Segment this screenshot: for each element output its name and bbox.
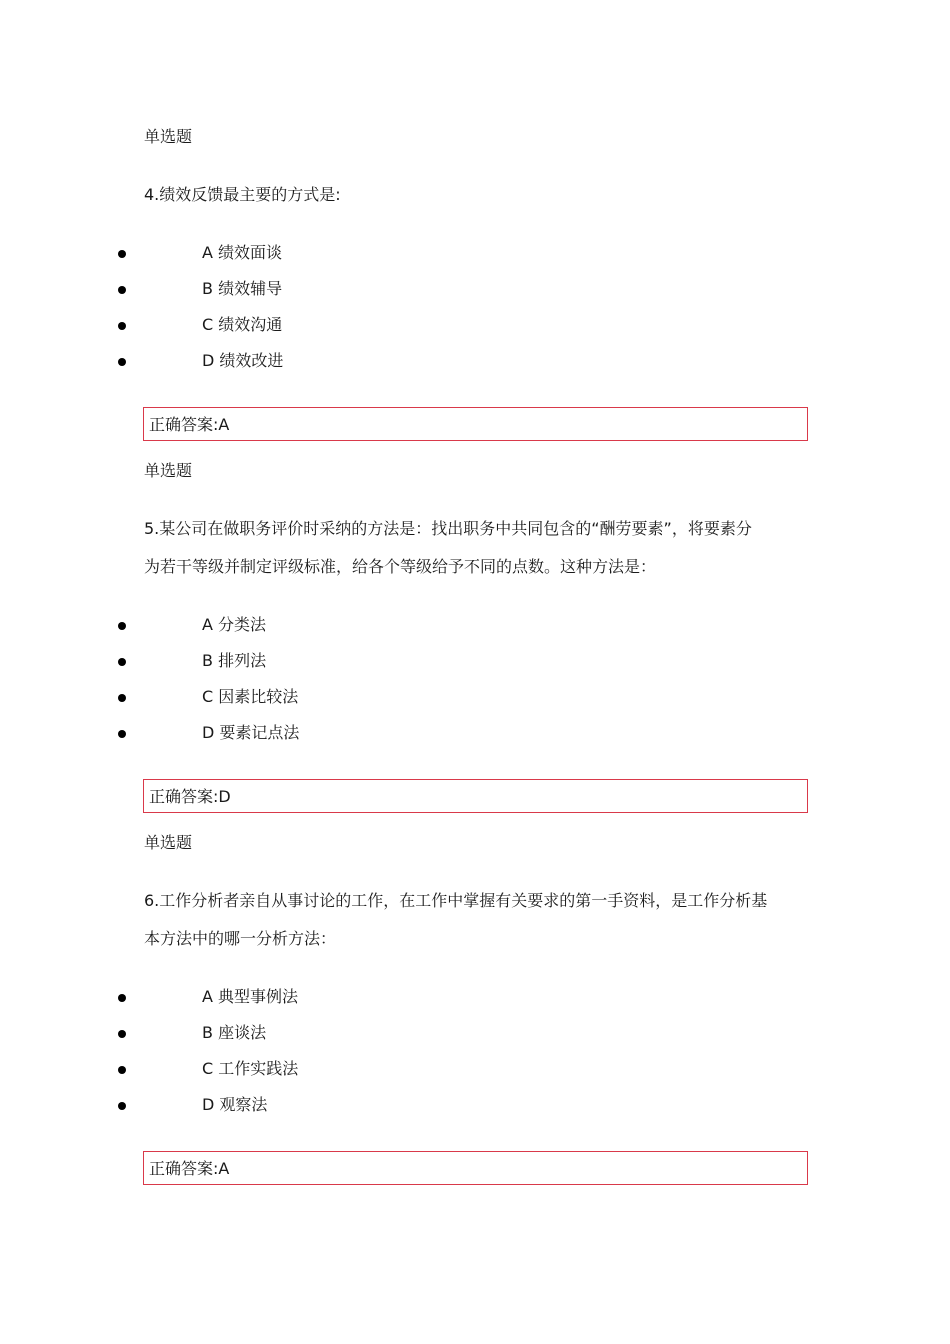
question-type-label: 单选题 bbox=[144, 833, 193, 852]
option-a[interactable]: A 分类法 bbox=[202, 615, 267, 634]
question-type-label: 单选题 bbox=[144, 461, 193, 480]
question-text-line-1: 5.某公司在做职务评价时采纳的方法是：找出职务中共同包含的“酬劳要素”，将要素分 bbox=[144, 519, 752, 538]
option-c[interactable]: C 因素比较法 bbox=[202, 687, 299, 706]
bullet-icon bbox=[118, 286, 126, 294]
option-b[interactable]: B 绩效辅导 bbox=[202, 279, 283, 298]
bullet-icon bbox=[118, 730, 126, 738]
bullet-icon bbox=[118, 658, 126, 666]
option-a[interactable]: A 绩效面谈 bbox=[202, 243, 283, 262]
option-b[interactable]: B 座谈法 bbox=[202, 1023, 267, 1042]
correct-answer-box bbox=[143, 1151, 808, 1185]
question-text-line-2: 为若干等级并制定评级标准，给各个等级给予不同的点数。这种方法是： bbox=[144, 557, 657, 576]
option-d[interactable]: D 观察法 bbox=[202, 1095, 268, 1114]
bullet-icon bbox=[118, 322, 126, 330]
option-b[interactable]: B 排列法 bbox=[202, 651, 267, 670]
bullet-icon bbox=[118, 250, 126, 258]
bullet-icon bbox=[118, 1102, 126, 1110]
correct-answer-text: 正确答案:A bbox=[149, 415, 230, 434]
option-c[interactable]: C 绩效沟通 bbox=[202, 315, 283, 334]
bullet-icon bbox=[118, 694, 126, 702]
bullet-icon bbox=[118, 358, 126, 366]
bullet-icon bbox=[118, 622, 126, 630]
option-d[interactable]: D 绩效改进 bbox=[202, 351, 284, 370]
correct-answer-text: 正确答案:D bbox=[149, 787, 231, 806]
correct-answer-box bbox=[143, 779, 808, 813]
question-text: 4.绩效反馈最主要的方式是: bbox=[144, 185, 341, 204]
correct-answer-text: 正确答案:A bbox=[149, 1159, 230, 1178]
option-d[interactable]: D 要素记点法 bbox=[202, 723, 300, 742]
option-c[interactable]: C 工作实践法 bbox=[202, 1059, 299, 1078]
question-text-line-2: 本方法中的哪一分析方法： bbox=[144, 929, 337, 948]
bullet-icon bbox=[118, 1030, 126, 1038]
bullet-icon bbox=[118, 994, 126, 1002]
question-type-label: 单选题 bbox=[144, 127, 193, 146]
question-text-line-1: 6.工作分析者亲自从事讨论的工作，在工作中掌握有关要求的第一手资料，是工作分析基 bbox=[144, 891, 768, 910]
correct-answer-box bbox=[143, 407, 808, 441]
bullet-icon bbox=[118, 1066, 126, 1074]
option-a[interactable]: A 典型事例法 bbox=[202, 987, 299, 1006]
